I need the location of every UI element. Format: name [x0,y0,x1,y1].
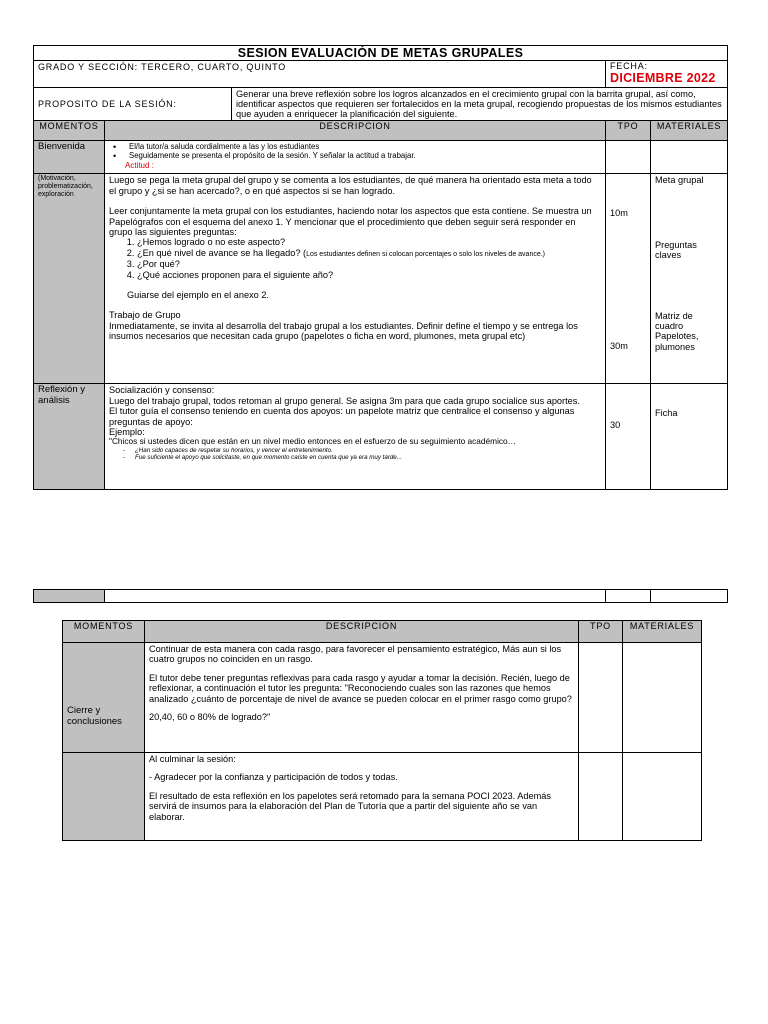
reflexion-tpo: 30 [606,384,651,490]
trabajo-title: Trabajo de Grupo [109,310,181,321]
reflexion-label: Reflexión y análisis [34,384,105,490]
col-momentos: MOMENTOS [34,121,105,141]
paragraph: El tutor debe tener preguntas reflexivas para cada rasgo y ayudar a tomar la decisión. Recién, luego de reflexionar, a continuación el tutor les pregunta: "Reconociendo cuales son las razones que hemos analizado ¿cuánto de porcentaje de nivel de avance se pueden colocar en el primer rasgo como grupo? [149,672,572,704]
question-item: 2. ¿En qué nivel de avance se ha llegado? (Los estudiantes definen si colocan porcentajes o solo los niveles de avance.) [137,248,601,259]
paragraph: Leer conjuntamente la meta grupal con los estudiantes, haciendo notar los aspectos que esta contiene. Se muestra un Papelógrafos con el esquema del anexo 1. Y mencionar que el procedimiento que deben seguir será responder en grupo las siguientes preguntas: [109,206,592,237]
cierre-tpo-cont [579,753,623,841]
list-item: • El/la tutor/a saluda cordialmente a las y los estudiantes [129,142,601,151]
paragraph: El tutor guía el consenso teniendo en cuenta dos apoyos: un papelote matriz que centralice el consenso y algunas preguntas de apoyo: [109,406,575,427]
bienvenida-description [105,141,606,174]
cierre-description [145,643,579,753]
fragment-cell [606,590,651,603]
session-table [33,45,728,490]
table-fragment [33,589,728,603]
col-descripcion: DESCRIPCION [105,121,606,141]
cierre-description-cont [145,753,579,841]
col-materiales: MATERIALES [623,621,702,643]
list-item: • Seguidamente se presenta el propósito de la sesión. Y señalar la actitud a trabajar. [129,151,601,160]
reflexion-description [105,384,606,490]
fragment-cell [34,590,105,603]
cierre-materiales [623,643,702,753]
question-item: 4. ¿Qué acciones proponen para el siguiente año? [137,270,601,280]
paragraph: Continuar de esta manera con cada rasgo, para favorecer el pensamiento estratégico, Más aun si los cuatro grupos no coinciden en un rasgo. [149,644,562,665]
grado-label: GRADO Y SECCIÓN: [38,62,138,72]
reflexion-materiales: Ficha [651,384,728,490]
material-item: Meta grupal [655,175,704,186]
col-tpo: TPO [579,621,623,643]
motivacion-tpo [606,174,651,384]
proposito-text: Generar una breve reflexión sobre los logros alcanzados en el crecimiento grupal con la barrita grupal, así como, identificar aspectos que requieren ser fortalecidos en la meta grupal, recogiendo propuestas de los mismos estudiantes que ayuden a enriquecer la planificación del siguiente. [232,87,728,120]
fragment-cell [651,590,728,603]
reflexion-title: Socialización y consenso: [109,385,215,396]
cierre-label-cont [63,753,145,841]
paragraph: Luego del trabajo grupal, todos retoman al grupo general. Se asigna 3m para que cada grupo socialice sus aportes. [109,395,580,406]
question-item: 3. ¿Por qué? [137,259,601,269]
motivacion-label: (Motivación, problematización, exploración [34,174,105,384]
paragraph: Al culminar la sesión: [149,754,236,764]
col-tpo: TPO [606,121,651,141]
paragraph: Inmediatamente, se invita al desarrolla del trabajo grupal a los estudiantes. Definir define el tiempo y se entrega los insumos necesarios que necesitan cada grupo (papelotes o ficha en word, plumones, meta grupal etc) [109,320,578,342]
grado-value: TERCERO, CUARTO, QUINTO [141,62,287,72]
motivacion-materiales [651,174,728,384]
col-descripcion: DESCRIPCION [145,621,579,643]
tpo-value: 10m [610,208,628,219]
material-item: Matriz de cuadro Papelotes, plumones [655,310,699,352]
paragraph: Guiarse del ejemplo en el anexo 2. [127,289,269,300]
actitud-label: Actitud : [125,160,154,170]
paragraph: Luego se pega la meta grupal del grupo y se comenta a los estudiantes, de qué manera ha orientado esta meta a todo el grupo y ¿si se han acercado?, o en qué aspectos si se han logrado. [109,175,592,196]
ejemplo-label: Ejemplo: [109,427,145,437]
cierre-label: Cierre y conclusiones [63,643,145,753]
fecha-value: DICIEMBRE 2022 [610,71,716,86]
list-item: - Fue suficiente el apoyo que solicitaste, en que momento caíste en cuenta que ya era muy tarde... [135,454,601,461]
page-title: SESION EVALUACIÓN DE METAS GRUPALES [34,46,728,61]
proposito-label: PROPOSITO DE LA SESIÓN: [34,87,232,120]
fecha-cell [606,61,728,88]
tpo-value: 30m [610,340,628,351]
col-materiales: MATERIALES [651,121,728,141]
grado-cell [34,61,606,88]
col-momentos: MOMENTOS [63,621,145,643]
bienvenida-materiales [651,141,728,174]
fecha-label: FECHA: [610,61,648,71]
fragment-cell [105,590,606,603]
paragraph: 20,40, 60 o 80% de logrado?" [149,712,271,723]
paragraph: - Agradecer por la confianza y participación de todos y todas. [149,772,398,783]
question-item: 1. ¿Hemos logrado o no este aspecto? [137,237,601,247]
paragraph: El resultado de esta reflexión en los papelotes será retomado para la semana POCI 2023. Además servirá de insumos para la elaboración del Plan de Tutoría que a partir del siguiente año se van elaborar. [149,790,551,822]
motivacion-description [105,174,606,384]
bienvenida-tpo [606,141,651,174]
bienvenida-label: Bienvenida [34,141,105,174]
material-item: Preguntas claves [655,239,697,261]
quote: "Chicos si ustedes dicen que están en un nivel medio entonces en el esfuerzo de su seguimiento académico… [109,436,516,447]
list-item: - ¿Han sido capaces de respetar su horarios, y vencer el entretenimiento. [135,447,601,454]
cierre-materiales-cont [623,753,702,841]
cierre-tpo [579,643,623,753]
session-table-continued [62,620,702,841]
